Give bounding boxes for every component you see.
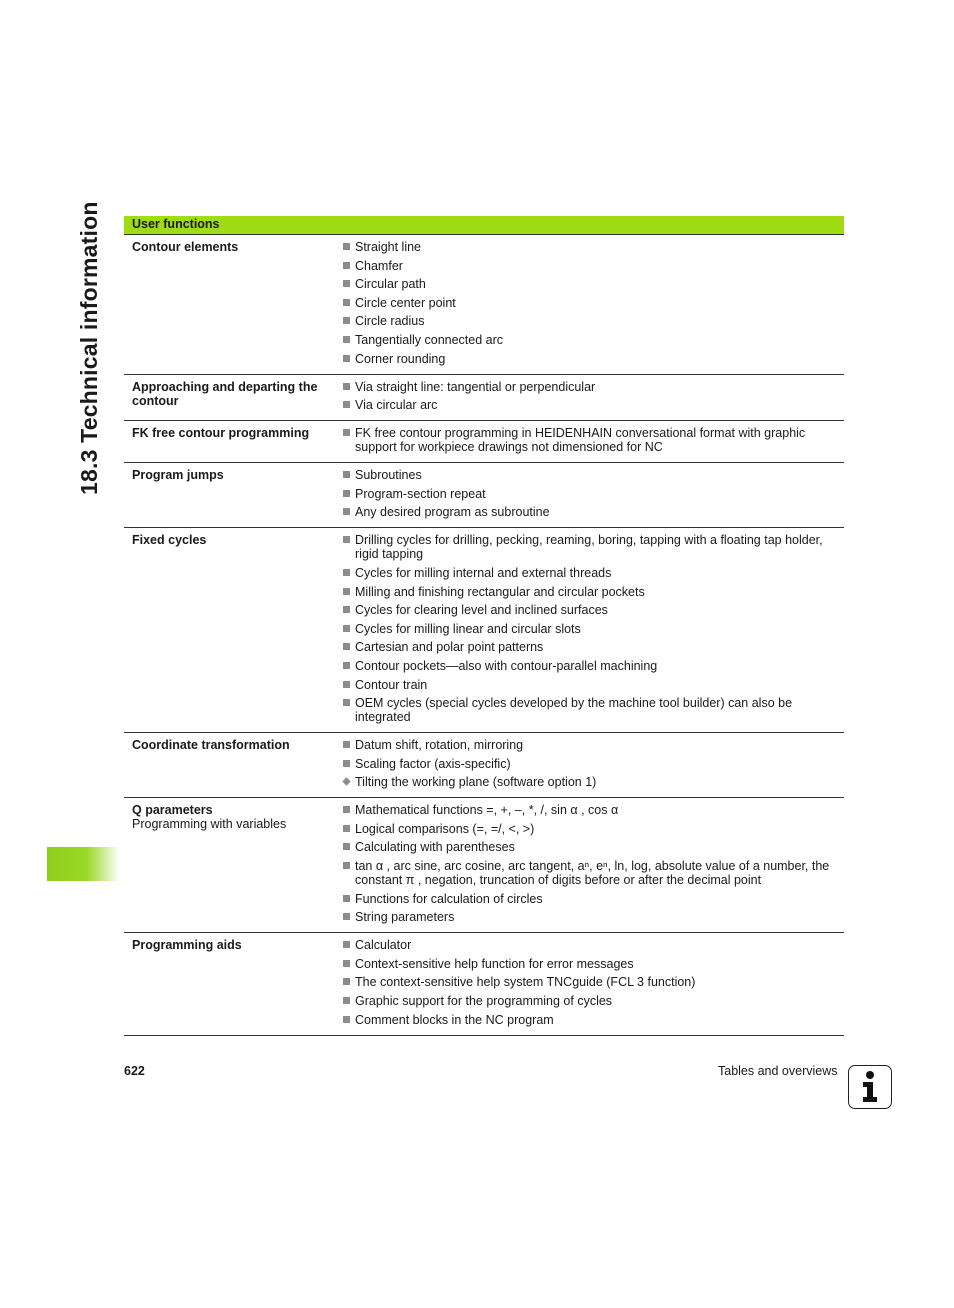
item-text: Datum shift, rotation, mirroring xyxy=(355,738,524,753)
row-items xyxy=(343,380,844,413)
item-text: Circle radius xyxy=(355,314,425,329)
list-item xyxy=(343,640,844,654)
row-items xyxy=(343,803,844,924)
item-text: Cycles for milling linear and circular slots xyxy=(355,621,581,636)
list-item xyxy=(343,487,844,501)
list-item xyxy=(343,566,844,580)
square-bullet-icon xyxy=(343,262,350,269)
table-row xyxy=(124,527,844,732)
list-item xyxy=(343,505,844,519)
section-title: 18.3 Technical information xyxy=(76,201,102,495)
list-item xyxy=(343,775,844,789)
row-items xyxy=(343,240,844,366)
list-item xyxy=(343,892,844,906)
row-category xyxy=(124,380,343,413)
item-text: Graphic support for the programming of cycles xyxy=(355,994,613,1009)
list-item xyxy=(343,533,844,561)
row-category xyxy=(124,426,343,454)
list-item xyxy=(343,994,844,1008)
item-text: Straight line xyxy=(355,240,422,254)
list-item xyxy=(343,603,844,617)
square-bullet-icon xyxy=(343,941,350,948)
table-row xyxy=(124,374,844,421)
item-text: Milling and finishing rectangular and circular pockets xyxy=(355,584,645,599)
chapter-tab-marker xyxy=(47,847,120,881)
item-text: Calculator xyxy=(355,938,412,953)
page-number: 622 xyxy=(124,1064,145,1078)
list-item xyxy=(343,352,844,366)
row-items xyxy=(343,938,844,1026)
item-text: Tangentially connected arc xyxy=(355,332,504,347)
square-bullet-icon xyxy=(343,243,350,250)
item-text: Comment blocks in the NC program xyxy=(355,1012,554,1027)
list-item xyxy=(343,240,844,254)
square-bullet-icon xyxy=(343,355,350,362)
row-category xyxy=(124,738,343,789)
category-label: FK free contour programming xyxy=(132,426,310,441)
square-bullet-icon xyxy=(343,760,350,767)
list-item xyxy=(343,314,844,328)
list-item xyxy=(343,398,844,412)
item-text: Calculating with parentheses xyxy=(355,840,515,855)
footer-section-title: Tables and overviews xyxy=(718,1064,838,1078)
square-bullet-icon xyxy=(343,336,350,343)
item-text: Drilling cycles for drilling, pecking, reaming, boring, tapping with a floating tap holder, rigid tapping xyxy=(355,533,823,562)
square-bullet-icon xyxy=(343,317,350,324)
item-text: Via circular arc xyxy=(355,398,438,413)
square-bullet-icon xyxy=(343,843,350,850)
row-items xyxy=(343,738,844,789)
list-item xyxy=(343,696,844,724)
list-item xyxy=(343,585,844,599)
list-item xyxy=(343,957,844,971)
table-body xyxy=(124,235,844,1035)
square-bullet-icon xyxy=(343,588,350,595)
item-text: Chamfer xyxy=(355,258,403,273)
table-row xyxy=(124,462,844,527)
list-item xyxy=(343,738,844,752)
item-text: Cartesian and polar point patterns xyxy=(355,640,544,655)
list-item xyxy=(343,380,844,394)
square-bullet-icon xyxy=(343,401,350,408)
item-text: OEM cycles (special cycles developed by the machine tool builder) can also be integrated xyxy=(355,696,793,725)
square-bullet-icon xyxy=(343,895,350,902)
list-item xyxy=(343,938,844,952)
item-text: Circle center point xyxy=(355,295,456,310)
row-category xyxy=(124,240,343,366)
item-text: Contour pockets—also with contour-parallel machining xyxy=(355,658,658,673)
list-item xyxy=(343,803,844,817)
list-item xyxy=(343,840,844,854)
list-item xyxy=(343,296,844,310)
item-text: Cycles for milling internal and external threads xyxy=(355,565,612,580)
square-bullet-icon xyxy=(343,280,350,287)
item-text: Any desired program as subroutine xyxy=(355,505,550,520)
category-subtitle: Programming with variables xyxy=(132,817,287,832)
item-text: Circular path xyxy=(355,277,426,292)
square-bullet-icon xyxy=(343,490,350,497)
square-bullet-icon xyxy=(343,741,350,748)
row-category xyxy=(124,533,343,724)
item-text: Via straight line: tangential or perpendicular xyxy=(355,379,596,394)
list-item xyxy=(343,468,844,482)
info-glyph-icon xyxy=(849,1066,890,1107)
table-header: User functions xyxy=(124,216,844,235)
square-bullet-icon xyxy=(343,662,350,669)
category-label: Q parameters xyxy=(132,803,213,818)
item-text: Contour train xyxy=(355,677,428,692)
item-text: Subroutines xyxy=(355,468,422,483)
square-bullet-icon xyxy=(343,960,350,967)
user-functions-table xyxy=(124,216,844,1036)
table-row xyxy=(124,235,844,374)
square-bullet-icon xyxy=(343,508,350,515)
item-text: Cycles for clearing level and inclined surfaces xyxy=(355,603,608,618)
item-text: Mathematical functions =, +, –, *, /, sin α , cos α xyxy=(355,803,619,818)
list-item xyxy=(343,910,844,924)
square-bullet-icon xyxy=(343,699,350,706)
row-items xyxy=(343,533,844,724)
table-row xyxy=(124,797,844,932)
square-bullet-icon xyxy=(343,997,350,1004)
square-bullet-icon xyxy=(343,569,350,576)
item-text: FK free contour programming in HEIDENHAIN conversational format with graphic support for workpiece drawings not dimensioned for NC xyxy=(355,426,806,455)
square-bullet-icon xyxy=(343,825,350,832)
square-bullet-icon xyxy=(343,429,350,436)
category-label: Coordinate transformation xyxy=(132,738,290,753)
list-item xyxy=(343,622,844,636)
table-row xyxy=(124,932,844,1034)
square-bullet-icon xyxy=(343,806,350,813)
row-items xyxy=(343,426,844,454)
item-text: Context-sensitive help function for error messages xyxy=(355,956,634,971)
list-item xyxy=(343,757,844,771)
info-icon xyxy=(848,1065,892,1109)
square-bullet-icon xyxy=(343,606,350,613)
item-text: Logical comparisons (=, =/, <, >) xyxy=(355,821,535,836)
item-text: Functions for calculation of circles xyxy=(355,891,543,906)
list-item xyxy=(343,659,844,673)
category-label: Fixed cycles xyxy=(132,533,207,548)
square-bullet-icon xyxy=(343,1016,350,1023)
row-items xyxy=(343,468,844,519)
square-bullet-icon xyxy=(343,536,350,543)
category-label: Contour elements xyxy=(132,240,239,254)
list-item xyxy=(343,975,844,989)
square-bullet-icon xyxy=(343,471,350,478)
row-category xyxy=(124,468,343,519)
item-text: Program-section repeat xyxy=(355,486,486,501)
square-bullet-icon xyxy=(343,862,350,869)
item-text: String parameters xyxy=(355,910,455,925)
table-row xyxy=(124,420,844,462)
category-label: Programming aids xyxy=(132,938,242,953)
list-item xyxy=(343,678,844,692)
item-text: The context-sensitive help system TNCguide (FCL 3 function) xyxy=(355,975,696,990)
square-bullet-icon xyxy=(343,625,350,632)
list-item xyxy=(343,277,844,291)
square-bullet-icon xyxy=(343,913,350,920)
list-item xyxy=(343,1013,844,1027)
square-bullet-icon xyxy=(343,681,350,688)
category-label: Approaching and departing the contour xyxy=(132,379,318,408)
list-item xyxy=(343,426,844,454)
row-category xyxy=(124,938,343,1026)
item-text: tan α , arc sine, arc cosine, arc tangent, aⁿ, eⁿ, ln, log, absolute value of a number, the constant π , negation, truncation of digits before or after the decimal point xyxy=(355,859,830,888)
list-item xyxy=(343,859,844,887)
list-item xyxy=(343,259,844,273)
category-label: Program jumps xyxy=(132,468,224,483)
item-text: Scaling factor (axis-specific) xyxy=(355,756,511,771)
item-text: Corner rounding xyxy=(355,351,446,366)
list-item xyxy=(343,333,844,347)
square-bullet-icon xyxy=(343,978,350,985)
diamond-bullet-icon xyxy=(342,778,350,786)
item-text: Tilting the working plane (software option 1) xyxy=(355,775,597,790)
list-item xyxy=(343,822,844,836)
table-row xyxy=(124,732,844,797)
square-bullet-icon xyxy=(343,299,350,306)
row-category xyxy=(124,803,343,924)
square-bullet-icon xyxy=(343,383,350,390)
square-bullet-icon xyxy=(343,643,350,650)
